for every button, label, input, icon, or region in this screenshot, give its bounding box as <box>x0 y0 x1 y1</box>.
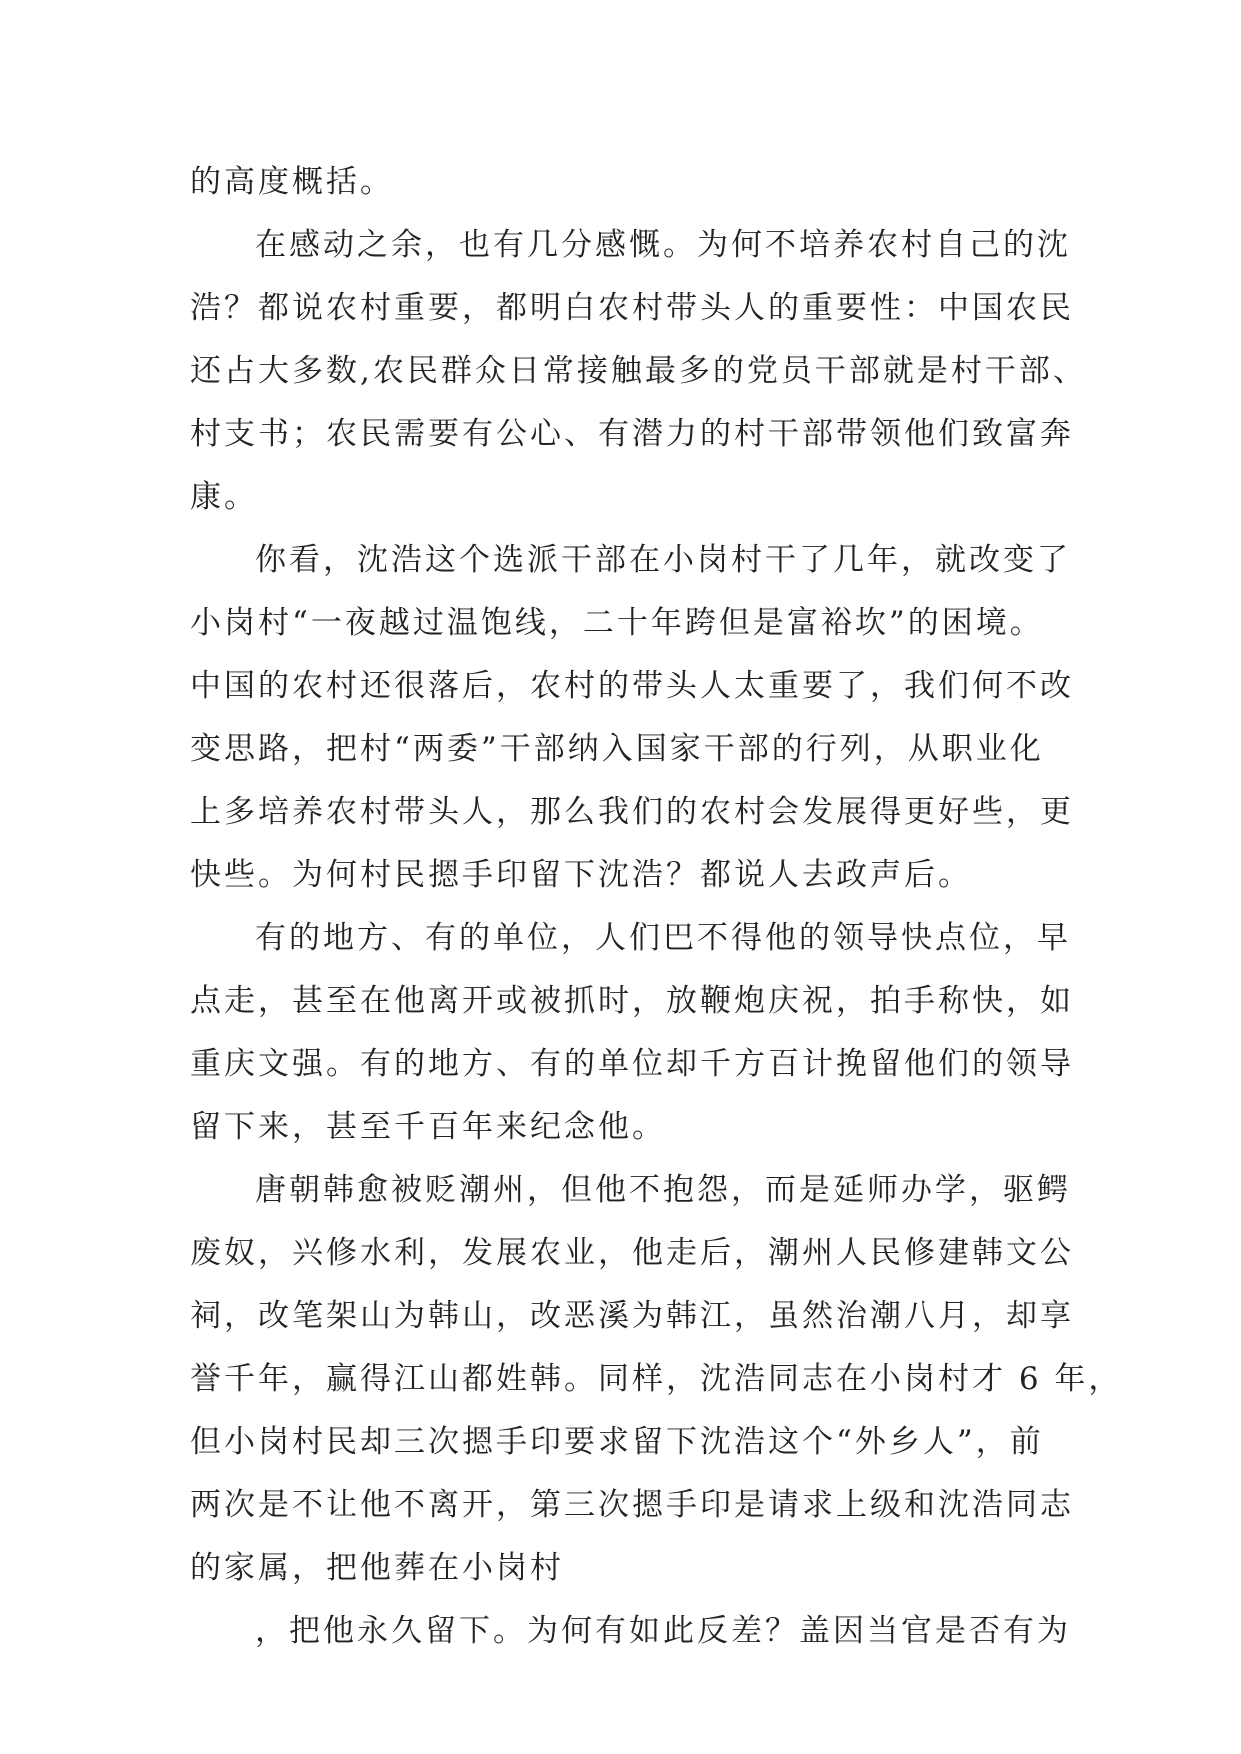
text-line: 誉千年，赢得江山都姓韩。同样，沈浩同志在小岗村才 6 年， <box>190 1361 1123 1397</box>
text-line: 康。 <box>190 479 258 515</box>
text-line: 的高度概括。 <box>190 164 394 200</box>
text-line: 但小岗村民却三次摁手印要求留下沈浩这个“外乡人”，前 <box>190 1424 1044 1460</box>
text-line: 的家属，把他葬在小岗村 <box>190 1550 564 1586</box>
text-line: 两次是不让他不离开，第三次摁手印是请求上级和沈浩同志 <box>190 1487 1074 1523</box>
text-line: 中国的农村还很落后，农村的带头人太重要了，我们何不改 <box>190 668 1074 704</box>
text-line: 唐朝韩愈被贬潮州，但他不抱怨，而是延师办学，驱鳄 <box>255 1172 1071 1208</box>
text-line: 留下来，甚至千百年来纪念他。 <box>190 1109 666 1145</box>
text-line: 上多培养农村带头人，那么我们的农村会发展得更好些，更 <box>190 794 1074 830</box>
text-line: 有的地方、有的单位，人们巴不得他的领导快点位，早 <box>255 920 1071 956</box>
text-line: 废奴，兴修水利，发展农业，他走后，潮州人民修建韩文公 <box>190 1235 1074 1271</box>
text-line: 重庆文强。有的地方、有的单位却千方百计挽留他们的领导 <box>190 1046 1074 1082</box>
text-line: 变思路，把村“两委”干部纳入国家干部的行列，从职业化 <box>190 731 1044 767</box>
document-body <box>190 151 1123 1663</box>
text-line: 浩？都说农村重要，都明白农村带头人的重要性：中国农民 <box>190 290 1074 326</box>
text-line: 在感动之余，也有几分感慨。为何不培养农村自己的沈 <box>255 227 1071 263</box>
text-line: 点走，甚至在他离开或被抓时，放鞭炮庆祝，拍手称快，如 <box>190 983 1074 1019</box>
text-line: ，把他永久留下。为何有如此反差？盖因当官是否有为 <box>255 1613 1071 1649</box>
text-line: 小岗村“一夜越过温饱线，二十年跨但是富裕坎”的困境。 <box>190 605 1044 641</box>
text-line: 村支书；农民需要有公心、有潜力的村干部带领他们致富奔 <box>190 416 1074 452</box>
text-line: 快些。为何村民摁手印留下沈浩？都说人去政声后。 <box>190 857 972 893</box>
text-line: 还占大多数,农民群众日常接触最多的党员干部就是村干部、 <box>190 353 1087 389</box>
text-line: 你看，沈浩这个选派干部在小岗村干了几年，就改变了 <box>255 542 1071 578</box>
text-line: 祠，改笔架山为韩山，改恶溪为韩江，虽然治潮八月，却享 <box>190 1298 1074 1334</box>
